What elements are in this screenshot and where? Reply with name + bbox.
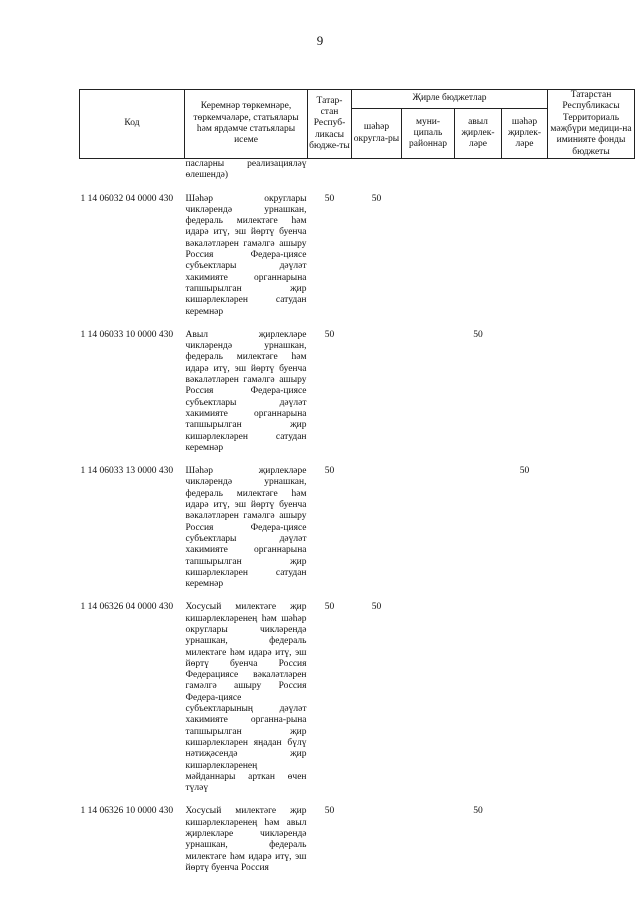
- cell-tatarstan: 50: [324, 466, 335, 477]
- cell-tfoms: [548, 806, 635, 874]
- cell-tatarstan: 50: [324, 329, 335, 340]
- header-city-districts: шәһәр округла-ры: [352, 109, 402, 159]
- table-row: [80, 330, 635, 454]
- cell-tatarstan: 50: [324, 193, 335, 204]
- cell-rural-settlements: 50: [473, 806, 483, 817]
- cell-urban-settlements: [502, 602, 548, 794]
- row-code: 1 14 06033 10 0000 430: [80, 329, 174, 340]
- cell-tatarstan: 50: [324, 602, 335, 613]
- cell-tfoms: [548, 602, 635, 794]
- cell-municipal-districts: [402, 330, 455, 454]
- page-number: 9: [316, 33, 324, 48]
- cell-urban-settlements: [502, 194, 548, 318]
- row-code: 1 14 06032 04 0000 430: [80, 193, 174, 204]
- header-name: Керемнәр төркемнәре, төркемчәләре, статьялары һәм ярдәмче статьялары исеме: [185, 90, 308, 159]
- cell-rural-settlements: 50: [473, 329, 483, 340]
- continuation-row: [80, 159, 635, 182]
- table-row: [80, 194, 635, 318]
- header-municipal-districts: муни-ципаль районнар: [402, 109, 455, 159]
- header-rural-settlements: авыл җирлек-ләре: [455, 109, 502, 159]
- cell-city-districts: [352, 806, 402, 874]
- row-name: Шәһәр җирлекләре чикләрендә урнашкан, федераль милектәге һәм идарә итү, эш йөртү буенча вәкаләтләрен гамәлгә ашыру Россия Федера-циясе субъектлары дәүләт хакимияте органнарына тапшырылган җир кишәрлекләрен сатудан керемнәр: [185, 466, 307, 590]
- header-tatarstan-budget: Татар-стан Респуб-ликасы бюдже-ты: [308, 90, 352, 159]
- cell-urban-settlements: [502, 806, 548, 874]
- cell-municipal-districts: [402, 806, 455, 874]
- row-name: Хосусый милектәге җир кишәрлекләренең һәм авыл җирлекләре чикләрендә урнашкан, федераль милектәге һәм идарә итү, эш йөртү буенча Россия: [185, 806, 307, 873]
- table-header: [80, 90, 635, 159]
- cell-rural-settlements: [455, 466, 502, 590]
- header-urban-settlements: шәһәр җирлек-ләре: [502, 109, 548, 159]
- cell-municipal-districts: [402, 602, 455, 794]
- cell-city-districts: [352, 466, 402, 590]
- cell-rural-settlements: [455, 602, 502, 794]
- header-tfoms-budget: Татарстан Республикасы Территориаль мәҗбүри медици-на иминияте фонды бюджеты: [548, 90, 635, 159]
- row-code: 1 14 06326 10 0000 430: [80, 806, 174, 817]
- header-code: Код: [80, 90, 185, 159]
- cell-municipal-districts: [402, 194, 455, 318]
- cell-tfoms: [548, 330, 635, 454]
- row-code: 1 14 06033 13 0000 430: [80, 466, 174, 477]
- cell-urban-settlements: 50: [519, 466, 530, 477]
- row-name: Шәһәр округлары чикләрендә урнашкан, федераль милектәге һәм идарә итү, эш йөртү буенча вәкаләтләрен гамәлгә ашыру Россия Федера-циясе субъектлары дәүләт хакимияте органнарына тапшырылган җир кишәрлекләрен сатудан керемнәр: [185, 193, 307, 317]
- table-row: [80, 806, 635, 874]
- cell-municipal-districts: [402, 466, 455, 590]
- cell-tfoms: [548, 466, 635, 590]
- table-row: [80, 602, 635, 794]
- cell-city-districts: 50: [371, 193, 382, 204]
- cell-rural-settlements: [455, 194, 502, 318]
- cell-urban-settlements: [502, 330, 548, 454]
- cell-city-districts: [352, 330, 402, 454]
- cell-tatarstan: 50: [324, 806, 335, 817]
- continuation-text: пасларны реализацияләү өлешендә): [185, 159, 307, 181]
- revenue-distribution-table: [79, 89, 635, 874]
- row-name: Хосусый милектәге җир кишәрлекләренең һәм шәһәр округлары чикләрендә урнашкан, федераль милектәге һәм идарә итү, эш йөртү буенча Россия Федерациясе вәкаләтләрен гамәлгә ашыру Россия Федера-циясе субъектларының дәүләт хакимияте органна-рына тапшырылган җир кишәрлекләрен яңадан бүлү нәтиҗәсендә җир кишәрлекләренең мәйданнары арткан өчен түләү: [185, 602, 307, 794]
- header-local-budgets: Җирле бюджетлар: [352, 90, 548, 109]
- row-name: Авыл җирлекләре чикләрендә урнашкан, федераль милектәге һәм идарә итү, эш йөртү буенча вәкаләтләрен гамәлгә ашыру Россия Федера-циясе субъектлары дәүләт хакимияте органнарына тапшырылган җир кишәрлекләрен сатудан керемнәр: [185, 329, 307, 453]
- row-code: 1 14 06326 04 0000 430: [80, 602, 174, 613]
- cell-city-districts: 50: [371, 602, 382, 613]
- cell-tfoms: [548, 194, 635, 318]
- table-row: [80, 466, 635, 590]
